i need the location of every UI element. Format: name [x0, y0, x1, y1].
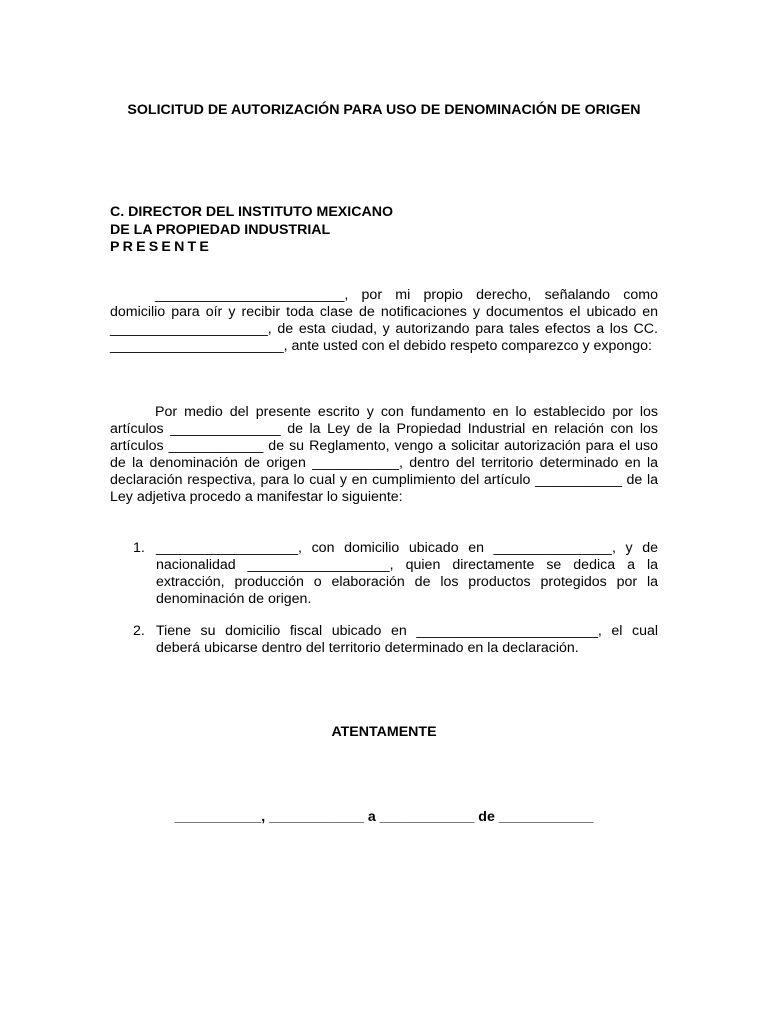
addressee-line-3: PRESENTE — [110, 239, 213, 255]
paragraph-request: Por medio del presente escrito y con fundamento en lo establecido por los artículos ______________ de la Ley de la Propiedad Industrial en relación con los artículos ____________ de su Reglamento, vengo a solicitar autorización para el uso de la denominación de origen ___________, dentro del territorio determinado en la declaración respectiva, para lo cual y en cumplimiento del artículo ___________ de la Ley adjetiva procedo a manifestar lo siguiente: — [110, 404, 658, 506]
statement-list-item-1-wrapper — [110, 540, 658, 608]
addressee-line-1: C. DIRECTOR DEL INSTITUTO MEXICANO — [110, 204, 393, 220]
addressee-line-2: DE LA PROPIEDAD INDUSTRIAL — [110, 221, 331, 238]
list-item-number: 2. — [133, 623, 145, 639]
list-item-text: __________________, con domicilio ubicado en _______________, y de nacionalidad __________________, quien directamente se dedica a la extracción, producción o elaboración de los productos protegidos por la denominación de origen. — [156, 540, 658, 608]
addressee-block — [110, 204, 393, 257]
list-item — [110, 623, 658, 657]
list-item-text: Tiene su domicilio fiscal ubicado en _______________________, el cual deberá ubicarse dentro del territorio determinado en la declaración. — [156, 623, 658, 657]
paragraph-introduction: ________________________, por mi propio derecho, señalando como domicilio para oír y recibir toda clase de notificaciones y documentos el ubicado en ____________________, de esta ciudad, y autorizando para tales efectos a los CC. ______________________, ante usted con el debido respeto comparezco y expongo: — [110, 287, 658, 355]
document-title: SOLICITUD DE AUTORIZACIÓN PARA USO DE DENOMINACIÓN DE ORIGEN — [127, 102, 641, 118]
list-item-number: 1. — [133, 540, 145, 556]
statement-list-item-2-wrapper — [110, 623, 658, 657]
date-signature-line: ___________, ____________ a ____________ de ____________ — [174, 809, 594, 825]
closing-salutation: ATENTAMENTE — [331, 724, 437, 740]
list-item — [110, 540, 658, 608]
